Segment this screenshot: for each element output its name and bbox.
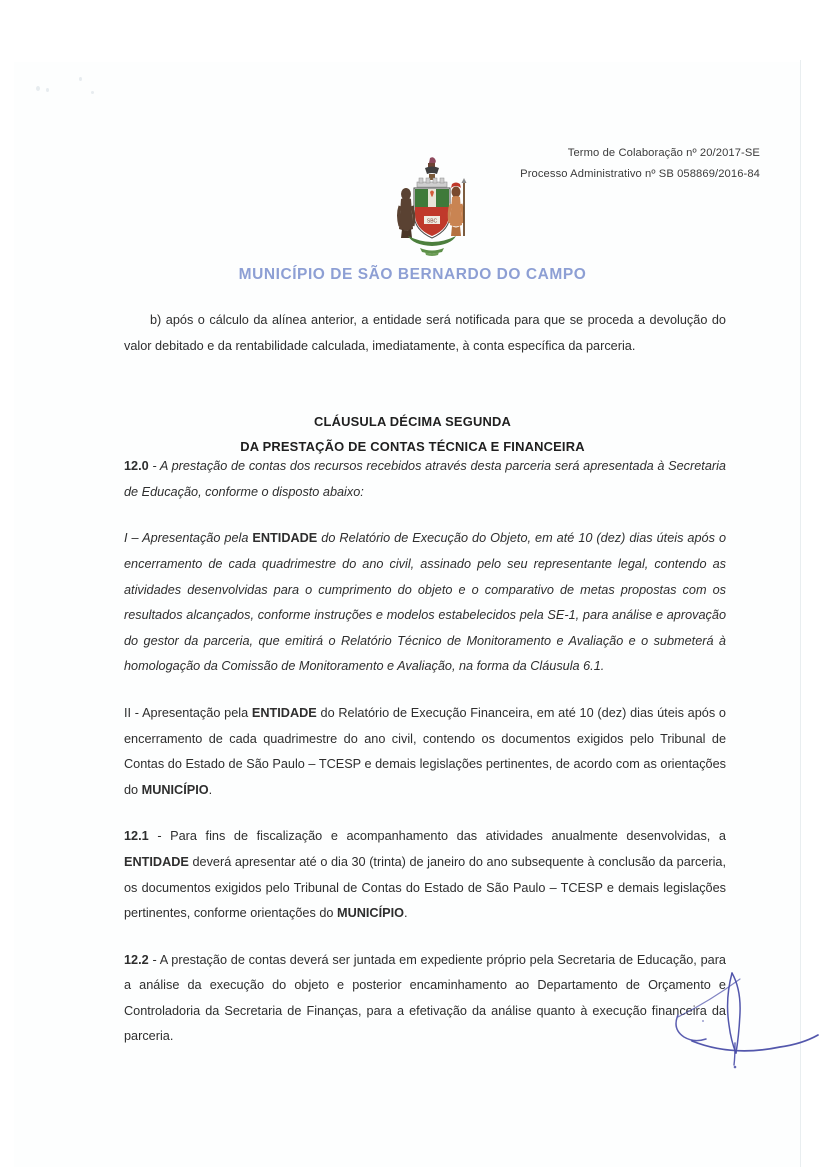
municipio-emphasis: MUNICÍPIO: [337, 906, 404, 921]
entity-emphasis: ENTIDADE: [252, 531, 318, 546]
processo-administrativo-number: Processo Administrativo nº SB 058869/2016-84: [520, 168, 760, 180]
clause-text-12-0: - A prestação de contas dos recursos recebidos através desta parceria será apresentada à Secretaria de Educação, conforme o disposto abaixo:: [124, 459, 726, 499]
paragraph-alinea-b: b) após o cálculo da alínea anterior, a entidade será notificada para que se proceda a devolução do valor debitado e da rentabilidade calculada, imediatamente, à conta específica da parceria.: [124, 313, 726, 353]
clause-12-1-text-before: - Para fins de fiscalização e acompanhamento das atividades anualmente desenvolvidas, a: [148, 829, 726, 844]
document-reference-header: [0, 143, 760, 185]
clause-12-2-text: - A prestação de contas deverá ser juntada em expediente próprio pela Secretaria de Educação, para a análise da execução do objeto e posterior encaminhamento ao Departamento de Orçamento e Controladoria da Secretaria de Finanças, para a efetivação da análise quanto à execução financeira da parceria.: [124, 952, 726, 1044]
paragraph-item-I: [124, 526, 726, 680]
paragraph-12-0: [124, 454, 726, 505]
entity-emphasis: ENTIDADE: [124, 854, 189, 869]
clause-number-12-2: 12.2: [124, 952, 149, 967]
coat-of-arms-icon: [392, 156, 472, 256]
svg-text:SBC: SBC: [426, 218, 438, 225]
clause-heading-line-2: DA PRESTAÇÃO DE CONTAS TÉCNICA E FINANCEIRA: [240, 439, 585, 454]
paragraph-12-1: [124, 824, 726, 926]
item-II-text: do Relatório de Execução Financeira, em até 10 (dez) dias úteis após o encerramento de cada quadrimestre do ano civil, contendo os documentos exigidos pelo Tribunal de Contas do Estado de São Paulo – TCESP e demais legislações pertinentes, de acordo com as orientações do: [124, 705, 726, 797]
clause-heading-line-1: CLÁUSULA DÉCIMA SEGUNDA: [313, 414, 511, 429]
clause-12-1-text-end: .: [403, 906, 408, 921]
item-II-text-end: .: [208, 782, 213, 797]
entity-emphasis: ENTIDADE: [251, 705, 317, 720]
termo-colaboracao-number: Termo de Colaboração nº 20/2017-SE: [567, 147, 760, 159]
paragraph-12-2: [124, 948, 726, 1050]
clause-number-12-0: 12.0: [124, 459, 149, 474]
municipality-title: MUNICÍPIO DE SÃO BERNARDO DO CAMPO: [238, 266, 587, 283]
item-I-text: do Relatório de Execução do Objeto, em até 10 (dez) dias úteis após o encerramento de cada quadrimestre do ano civil, assinado pelo seu representante legal, contendo as atividades desenvolvidas para o cumprimento do objeto e o comparativo de metas propostas com os resultados alcançados, conforme instruções e modelos estabelecidos pela SE-1, para análise e aprovação do gestor da parceria, que emitirá o Relatório Técnico de Monitoramento e Avaliação e o submeterá à homologação da Comissão de Monitoramento e Avaliação, na forma da Cláusula 6.1.: [124, 531, 726, 674]
clause-12-1-text-middle: deverá apresentar até o dia 30 (trinta) de janeiro do ano subsequente à conclusão da parceria, os documentos exigidos pelo Tribunal de Contas do Estado de São Paulo – TCESP e demais legislações pertinentes, conforme orientações do: [124, 854, 726, 921]
paragraph-item-II: [124, 701, 726, 803]
document-body: [124, 308, 726, 1071]
clause-heading-spacer: [124, 380, 726, 454]
municipio-emphasis: MUNICÍPIO: [141, 782, 209, 797]
clause-number-12-1: 12.1: [124, 829, 149, 844]
item-II-lead: II - Apresentação pela: [124, 705, 252, 720]
item-I-lead: I – Apresentação pela: [124, 531, 253, 546]
